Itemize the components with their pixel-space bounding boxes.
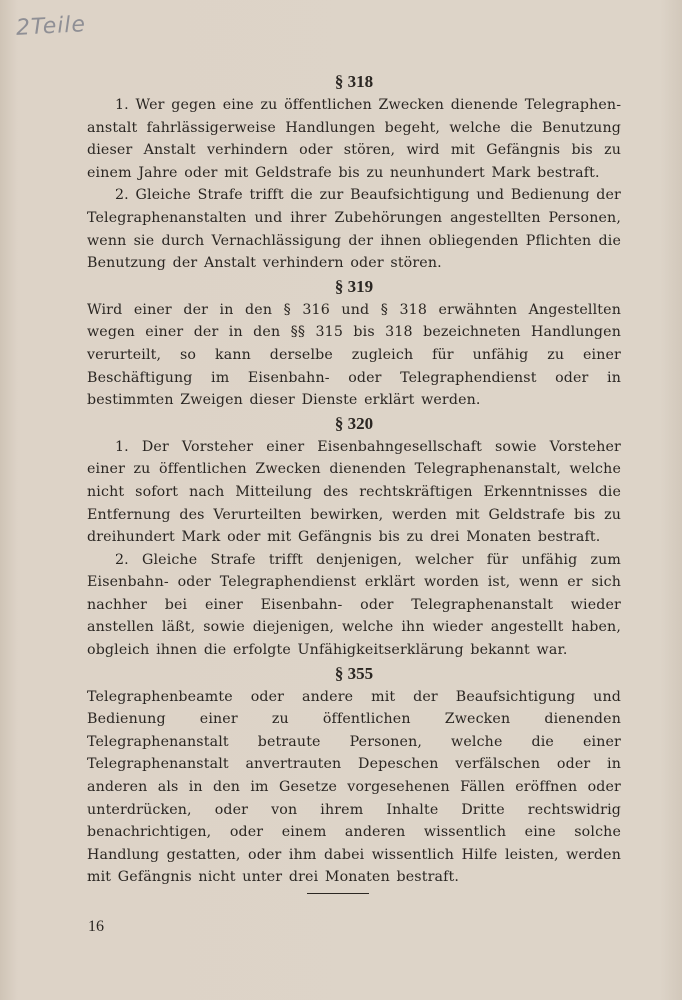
section-heading: § 355 bbox=[334, 663, 374, 683]
section-heading: § 318 bbox=[334, 72, 374, 91]
section-319 bbox=[87, 275, 621, 412]
page-body bbox=[87, 70, 621, 889]
page-number: 16 bbox=[88, 918, 104, 935]
section-paragraph: 2. Gleiche Strafe trifft die zur Beaufsichtigung und Bedienung der Telegraphenanstalten und ihrer Zubehörungen angestellten Personen, wenn sie durch Vernachlässigung der ihnen obliegenden Pflichten die Benutzung der Anstalt verhindern oder stören. bbox=[87, 187, 621, 272]
pencil-annotation: 2Teile bbox=[15, 12, 87, 41]
section-paragraph: 1. Wer gegen eine zu öffentlichen Zwecken dienende Telegraphenanstalt fahrlässigerweise Handlungen begeht, welche die Benutzung dieser Anstalt verhindern oder stören, wird mit Gefängnis bis zu einem Jahre oder mit Geldstrafe bis zu neunhundert Mark bestraft. bbox=[87, 97, 621, 181]
section-paragraph: 2. Gleiche Strafe trifft denjenigen, welcher für unfähig zum Eisenbahn- oder Telegraphendienst erklärt worden ist, wenn er sich nachher bei einer Eisenbahn- oder Telegraphenanstalt wieder anstellen läßt, sowie diejenigen, welche ihn wieder angestellt haben, obgleich ihnen die erfolgte Unfähigkeitserklärung bekannt war. bbox=[87, 551, 621, 659]
section-320 bbox=[87, 412, 621, 662]
section-paragraph: 1. Der Vorsteher einer Eisenbahngesellschaft sowie Vorsteher einer zu öffentlichen Zwecken dienenden Telegraphenanstalt, welche nicht sofort nach Mitteilung des rechtskräftigen Erkenntnisses die Entfernung des Verurteilten bewirken, werden mit Geldstrafe bis zu dreihundert Mark oder mit Gefängnis bis zu drei Monaten bestraft. bbox=[87, 438, 621, 546]
section-paragraph: Wird einer der in den § 316 und § 318 erwähnten Angestellten wegen einer der in den §§ 315 bis 318 bezeichneten Handlungen verurteilt, so kann derselbe zugleich für unfähig zu einer Beschäftigung im Eisenbahn- oder Telegraphendienst oder in bestimmten Zweigen dieser Dienste erklärt werden. bbox=[87, 301, 621, 409]
closing-rule bbox=[307, 893, 369, 894]
section-318 bbox=[87, 70, 621, 275]
section-heading: § 319 bbox=[334, 276, 374, 296]
section-paragraph: Telegraphenbeamte oder andere mit der Beaufsichtigung und Bedienung einer zu öffentlichen Zwecken dienenden Telegraphenanstalt betraute Personen, welche die einer Telegraphenanstalt anvertrauten Depeschen verfälschen oder in anderen als in den im Gesetze vorgesehenen Fällen eröffnen oder unterdrücken, oder von ihrem Inhalte Dritte rechtswidrig benachrichtigen, oder einem anderen wissentlich eine solche Handlung gestatten, oder ihm dabei wissentlich Hilfe leisten, werden mit Gefängnis nicht unter drei Monaten bestraft. bbox=[87, 688, 621, 886]
section-heading: § 320 bbox=[334, 413, 374, 433]
section-355 bbox=[87, 662, 621, 889]
